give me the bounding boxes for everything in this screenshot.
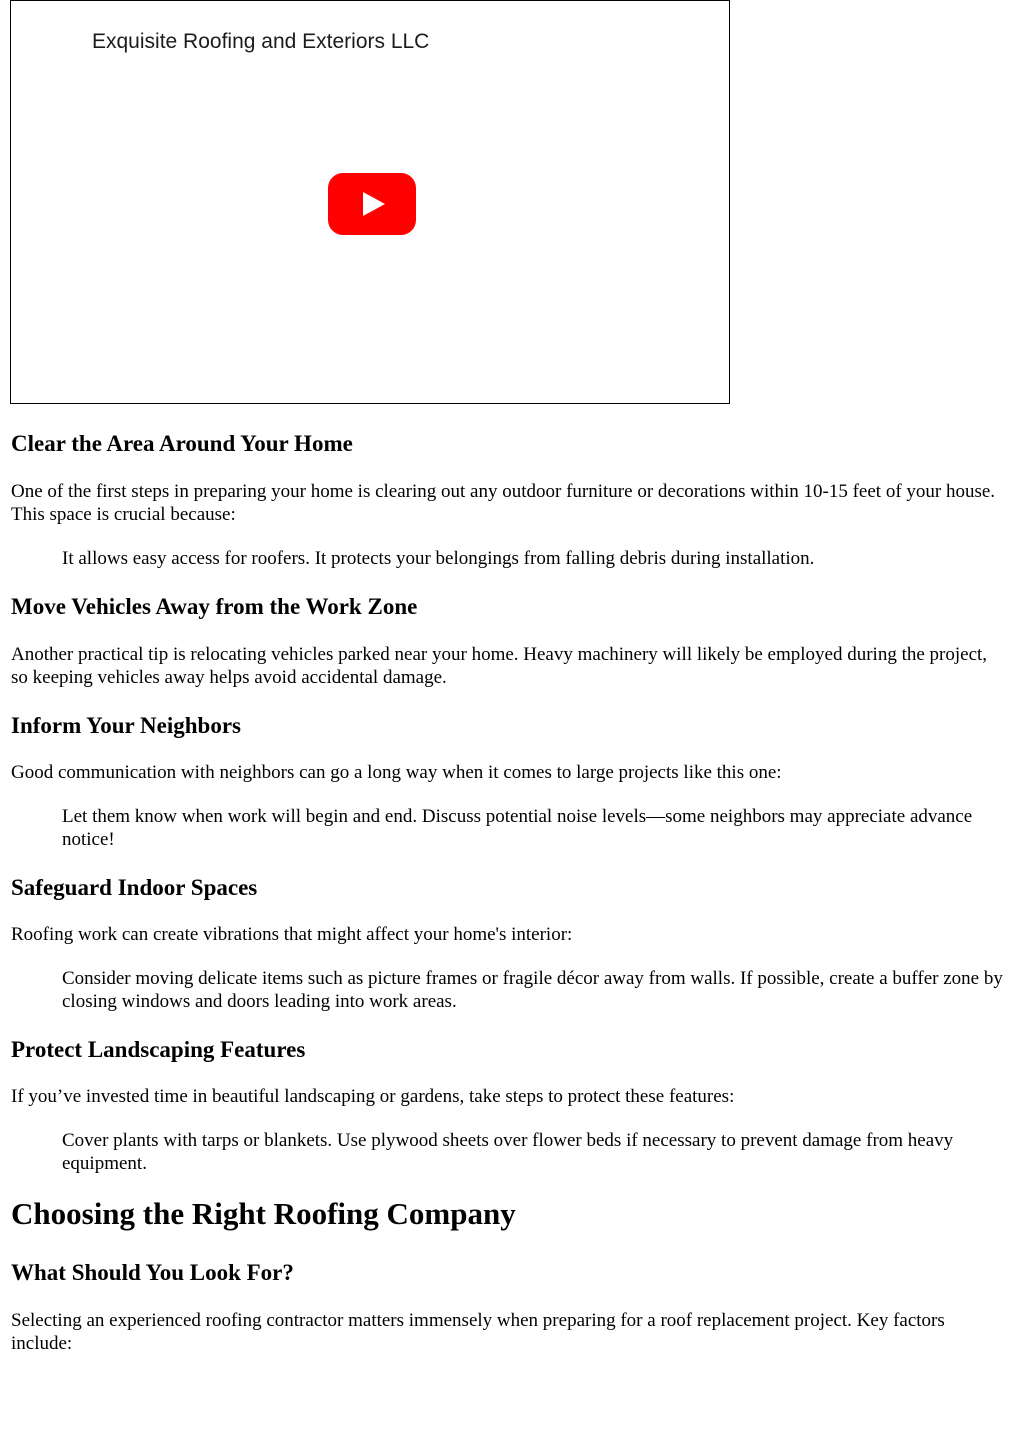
paragraph: Another practical tip is relocating vehicles parked near your home. Heavy machinery will likely be employed during the project, so keeping vehicles away helps avoid accidental damage. xyxy=(11,644,988,688)
paragraph: Good communication with neighbors can go a long way when it comes to large projects like this one: xyxy=(11,762,782,783)
paragraph: One of the first steps in preparing your home is clearing out any outdoor furniture or decorations within 10-15 feet of your house. This space is crucial because: xyxy=(11,481,996,525)
blockquote: Let them know when work will begin and end. Discuss potential noise levels—some neighbors may appreciate advance notice! xyxy=(62,806,973,850)
blockquote: Cover plants with tarps or blankets. Use plywood sheets over flower beds if necessary to prevent damage from heavy equipment. xyxy=(62,1130,954,1174)
section-heading: Move Vehicles Away from the Work Zone xyxy=(11,594,418,619)
section-heading: Inform Your Neighbors xyxy=(11,713,242,738)
video-title[interactable]: Exquisite Roofing and Exteriors LLC xyxy=(92,30,430,53)
blockquote: Consider moving delicate items such as picture frames or fragile décor away from walls. If possible, create a buffer zone by closing windows and doors leading into work areas. xyxy=(62,968,1003,1012)
video-embed[interactable] xyxy=(10,0,730,404)
main-heading: Choosing the Right Roofing Company xyxy=(11,1196,516,1231)
article-body xyxy=(11,430,1006,1355)
section-heading: Protect Landscaping Features xyxy=(11,1037,306,1062)
section-heading: Clear the Area Around Your Home xyxy=(11,431,353,456)
section-heading: Safeguard Indoor Spaces xyxy=(11,875,258,900)
paragraph: Roofing work can create vibrations that might affect your home's interior: xyxy=(11,924,573,945)
play-icon[interactable] xyxy=(328,173,416,235)
paragraph: If you’ve invested time in beautiful landscaping or gardens, take steps to protect these features: xyxy=(11,1086,735,1107)
section-heading: What Should You Look For? xyxy=(11,1260,294,1285)
blockquote: It allows easy access for roofers. It protects your belongings from falling debris during installation. xyxy=(62,548,815,569)
paragraph: Selecting an experienced roofing contractor matters immensely when preparing for a roof replacement project. Key factors include: xyxy=(11,1310,945,1354)
